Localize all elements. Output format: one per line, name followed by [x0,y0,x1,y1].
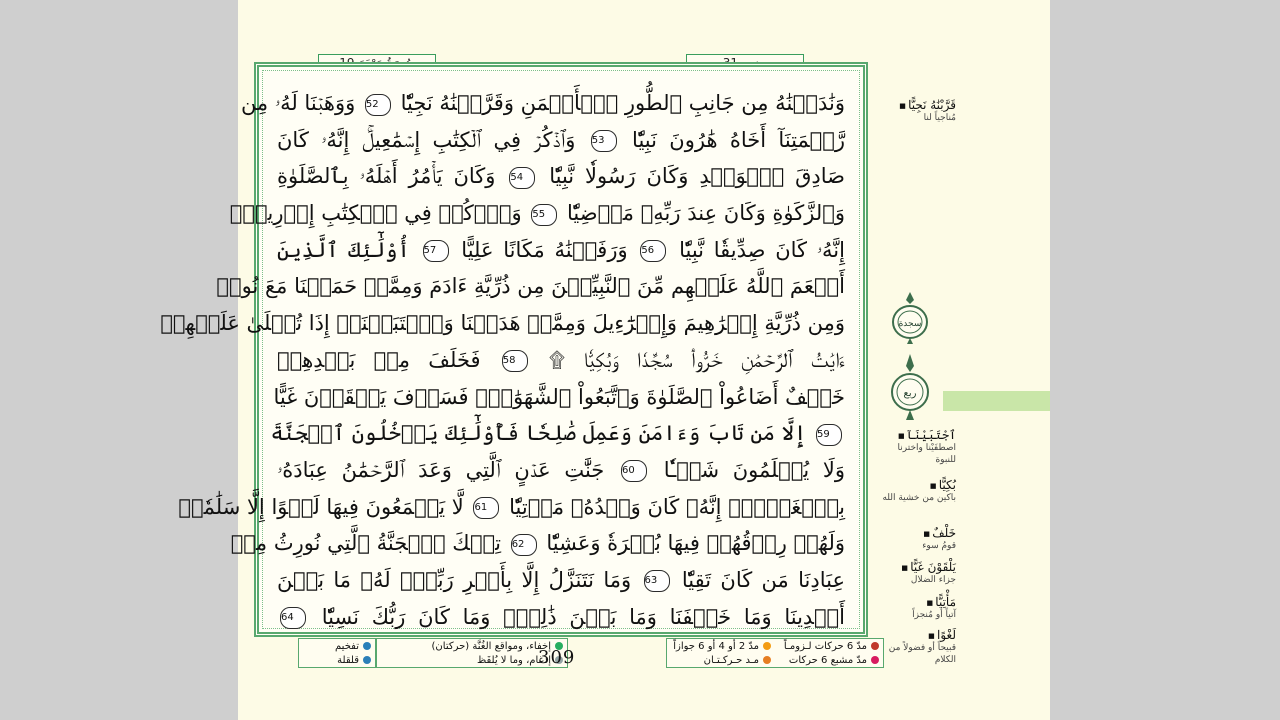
verse-text: ءَايَٰتُ ٱلرَّحۡمَٰنِ خَرُّواْۤ سُجَّدٗا وَبُكِيّٗا ۩ [530,347,845,372]
verse-text: أَيۡدِينَا وَمَا خَلۡفَنَا وَمَا بَيۡنَ ذَٰلِكَۚ وَمَا كَانَ رَبُّكَ نَسِيّٗا [309,604,845,629]
mushaf-page [160,0,1050,720]
ayah-number-marker: 53 [591,130,617,152]
legend-tafkhim [298,638,376,668]
glossary-word: بُكِيًّا ■ [876,478,956,492]
legend-item: قلقلة [299,653,375,667]
legend-madd [666,638,884,668]
verse-line [277,342,845,379]
ayah-number-marker: 54 [509,167,535,189]
verse-text: وَٱذۡكُرۡ فِي ٱلۡكِتَٰبِ إِدۡرِيسَۚ [229,201,529,226]
ayah-number-marker: 59 [816,424,842,446]
verse-text: بِٱلۡغَيۡبِۚ إِنَّهُۥ كَانَ وَعۡدُهُۥ مَأۡتِيّٗا [502,494,845,519]
verse-text: صَادِقَ ٱلۡوَعۡدِ وَكَانَ رَسُولٗا نَّبِيّٗا [538,164,845,189]
rub-medallion-icon [890,352,930,424]
verse-text: وَمَا نَتَنَزَّلُ إِلَّا بِأَمۡرِ رَبِّكَۖ لَهُۥ مَا بَيۡنَ [277,567,641,592]
glossary-meaning: آتياً أو مُنجزاً [912,610,956,620]
sajda-medallion-icon [890,290,930,346]
verse-text: وَٱلزَّكَوٰةِ وَكَانَ عِندَ رَبِّهِۦ مَرۡضِيّٗا [560,201,845,226]
dot-icon [363,642,371,650]
glossary-word: يَلْقَوْنَ غَيًّا ■ [876,560,956,574]
verse-line [277,599,845,636]
verse-line [160,305,845,342]
sajda-label: سجدة [898,319,922,329]
glossary-meaning: قومُ سوء [922,541,956,551]
legend-item: مدّ 2 أو 4 أو 6 جوازاً [667,639,775,653]
quran-text [160,85,845,635]
verse-text: وَكَانَ يَأۡمُرُ أَهۡلَهُۥ بِٱلصَّلَوٰةِ [277,164,507,189]
legend-item: مـد حـركـتـان [667,653,775,667]
text-frame [160,62,868,637]
verse-text: تِلۡكَ ٱلۡجَنَّةُ ٱلَّتِي نُورِثُ مِنۡ [230,531,508,556]
glossary-entry [876,628,956,666]
verse-text: أَنۡعَمَ ٱللَّهُ عَلَيۡهِم مِّنَ ٱلنَّبِيِّـۧنَ مِن ذُرِّيَّةِ ءَادَمَ وَمِمَّنۡ حَمَلۡنَا مَعَ نُوحٖ [216,274,845,299]
glossary-word: خَلْفٌ ■ [876,526,956,540]
rub-label: ربع [903,388,917,399]
verse-text: وَٱذۡكُرۡ فِي ٱلۡكِتَٰبِ إِسۡمَٰعِيلَۚ إِنَّهُۥ كَانَ [277,127,588,152]
verse-line [216,268,845,305]
glossary-meaning: جزاء الضلال [910,575,956,585]
legend-item: إدغام، وما لا يُلفَظ [377,653,567,667]
verse-text: إِلَّا مَن تَابَ وَءَامَنَ وَعَمِلَ صَٰلِحٗا فَأُوْلَٰٓئِكَ يَدۡخُلُونَ ٱلۡجَنَّةَ [270,421,813,446]
ayah-number-marker: 57 [423,240,449,262]
glossary-word: ٱجْتَبَيْنَآ ■ [876,428,956,442]
glossary-word: لَغْوًا ■ [876,628,956,642]
verse-line [229,195,845,232]
verse-text: جَنَّٰتِ عَدۡنٍ ٱلَّتِي وَعَدَ ٱلرَّحۡمَٰنُ عِبَادَهُۥ [277,457,618,482]
glossary-entry [876,478,956,504]
verse-text: لَّا يَسۡمَعُونَ فِيهَا لَغۡوًا إِلَّا سَلَٰمٗاۖ [178,494,471,519]
dot-icon [363,656,371,664]
verse-line [277,452,845,489]
legend-item: إخفاء، ومواقع الغُنَّة (حركتان) [377,639,567,653]
verse-line [277,158,845,195]
glossary-word: مَأْتِيًّا ■ [876,595,956,609]
glossary-meaning: اصطفَيْنا واخترنا للنبوة [897,443,956,465]
verse-line [277,122,845,159]
verse-text: فَخَلَفَ مِنۢ بَعۡدِهِمۡ [277,347,499,372]
verse-line [277,562,845,599]
ayah-number-marker: 64 [280,607,306,629]
glossary-entry [876,98,956,124]
verse-line [240,85,845,122]
verse-text: وَنَٰدَيۡنَٰهُ مِن جَانِبِ ٱلطُّورِ ٱلۡأَيۡمَنِ وَقَرَّبۡنَٰهُ نَجِيّٗا [393,91,845,115]
glossary-entry [876,595,956,621]
ayah-number-marker: 61 [473,497,499,519]
page-number: 309 [538,647,576,668]
glossary-meaning: باكين من خشية الله [882,493,956,503]
glossary-entry [876,526,956,552]
ayah-number-marker: 60 [621,460,647,482]
verse-text: وَلَهُمۡ رِزۡقُهُمۡ فِيهَا بُكۡرَةٗ وَعَشِيّٗا [539,531,845,556]
verse-text: وَرَفَعۡنَٰهُ مَكَانًا عَلِيًّا [451,237,638,262]
verse-text: أُوْلَٰٓئِكَ ٱلَّذِينَ [277,237,420,262]
verse-line [273,379,845,416]
verse-text: وَلَا يُظۡلَمُونَ شَيۡـٔٗا [650,457,845,482]
verse-line [277,232,845,269]
dot-icon [763,642,771,650]
ayah-number-marker: 62 [511,534,537,556]
verse-text: رَّحۡمَتِنَآ أَخَاهُ هَٰرُونَ نَبِيّٗا [619,127,845,152]
glossary-meaning: قبيحاً أو فضولاً من الكلام [888,643,956,665]
ayah-number-marker: 63 [644,570,670,592]
legend-item: مدّ 6 حركات لـزومـاً [775,639,883,653]
glossary-meaning: مُناجياً لنا [923,113,956,123]
dot-icon [763,656,771,664]
verse-text: خَلۡفٌ أَضَاعُواْ ٱلصَّلَوٰةَ وَٱتَّبَعُواْ ٱلشَّهَوَٰتِۖ فَسَوۡفَ يَلۡقَوۡنَ غَيًّا [273,384,845,409]
ayah-number-marker: 52 [365,94,391,116]
verse-text: وَوَهَبۡنَا لَهُۥ مِن [240,91,362,115]
verse-line [270,415,845,452]
verse-line [230,525,845,562]
glossary-entry [876,428,956,466]
rub-indicator-strip [943,391,1050,411]
verse-text: إِنَّهُۥ كَانَ صِدِّيقٗا نَّبِيّٗا [669,237,845,262]
verse-text: عِبَادِنَا مَن كَانَ تَقِيّٗا [672,567,845,592]
verse-line [178,489,845,526]
ayah-number-marker: 55 [531,204,557,226]
ayah-number-marker: 58 [502,350,528,372]
ayah-number-marker: 56 [640,240,666,262]
legend-item: تفخيم [299,639,375,653]
glossary-entry [876,560,956,586]
legend-item: مدّ مشبع 6 حركات [775,653,883,667]
glossary-word: قَرَّبْنَٰهُ نَجِيًّا ■ [876,98,956,112]
verse-text: وَمِن ذُرِّيَّةِ إِبۡرَٰهِيمَ وَإِسۡرَٰٓءِيلَ وَمِمَّنۡ هَدَيۡنَا وَٱجۡتَبَيۡنَآۚ إِذَا تُتۡلَىٰ عَلَيۡهِمۡ [160,311,845,336]
